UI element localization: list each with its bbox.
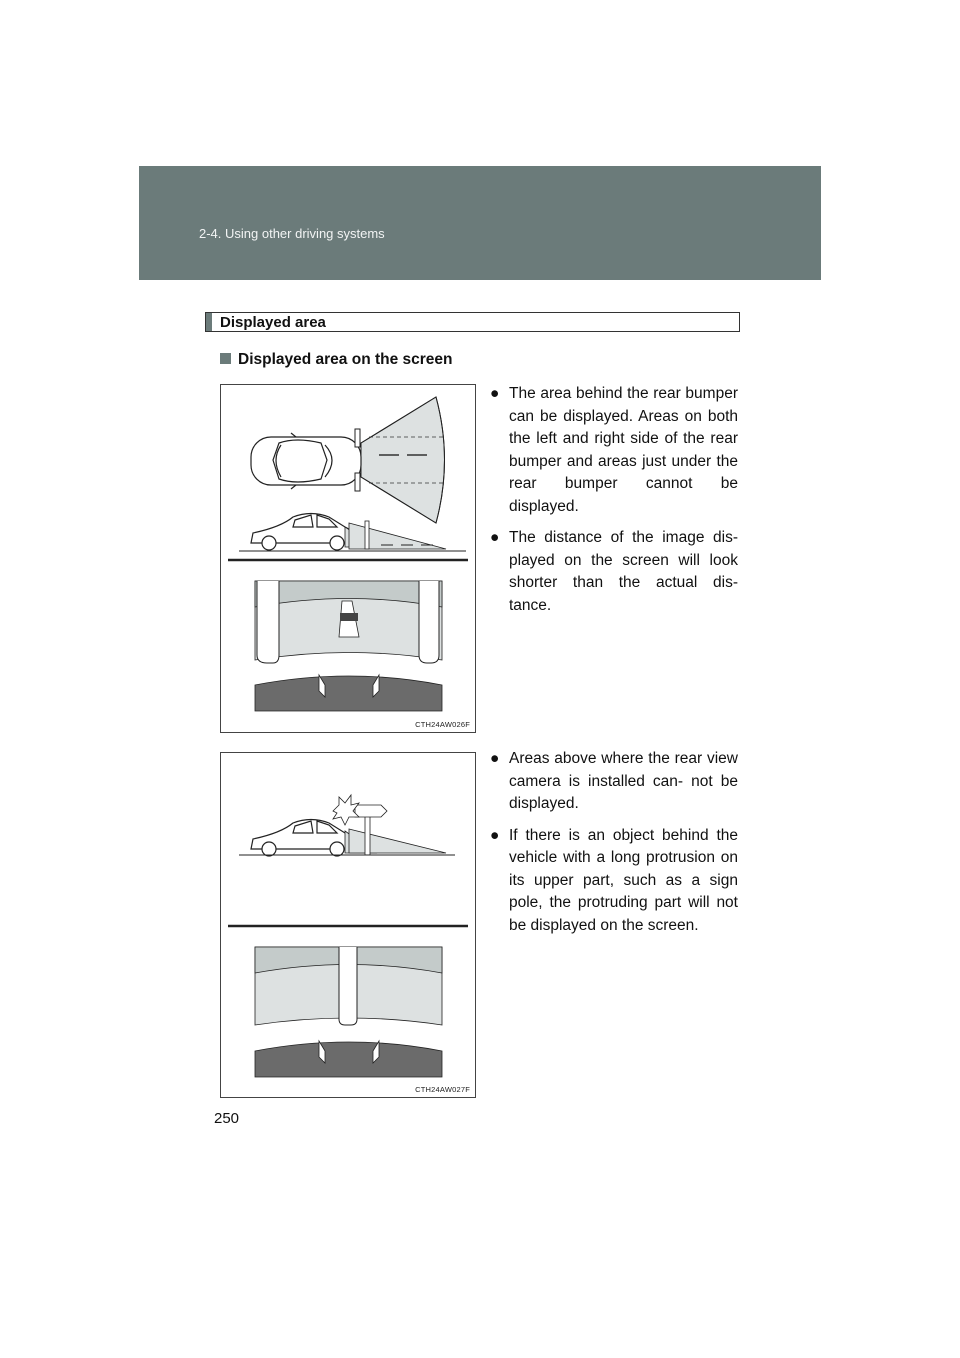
figure-1-illustration [221, 385, 475, 732]
camera-screen-view-icon [255, 947, 442, 1077]
bullet-list-1 [490, 383, 738, 626]
bullet-text: The area behind the rear bumper can be displayed. Areas on both the left and right side of the rear bumper and areas just under the rear bumper cannot be displayed. [509, 385, 738, 515]
list-item [490, 383, 738, 518]
subheading [220, 351, 453, 369]
header-section-title: 2-4. Using other driving systems [199, 226, 385, 241]
bullet-text: If there is an object behind the vehicle with a long protrusion on its upper part, such as a sign pole, the protruding part will not be displayed on the screen. [509, 826, 738, 934]
bullet-icon: ● [490, 750, 500, 767]
list-item [490, 825, 738, 938]
subheading-text: Displayed area on the screen [238, 351, 453, 368]
bullet-icon: ● [490, 826, 500, 844]
figure-protrusion [220, 752, 476, 1098]
page-number: 250 [214, 1110, 240, 1127]
section-accent [206, 313, 212, 331]
header-band [139, 166, 821, 280]
bullet-text: The distance of the image dis- played on the screen will look shorter than the actual dis- tance. [509, 529, 738, 614]
bullet-icon: ● [490, 385, 500, 402]
list-item [490, 527, 738, 617]
bullet-icon: ● [490, 529, 500, 546]
bullet-list-2 [490, 748, 738, 946]
car-top-view-icon [251, 433, 361, 489]
car-side-view-icon [251, 820, 355, 857]
car-side-view-icon [251, 514, 355, 551]
section-title: Displayed area [220, 314, 326, 331]
square-bullet-icon [220, 353, 231, 364]
list-item [490, 748, 738, 816]
figure-displayed-area [220, 384, 476, 733]
figure-code: CTH24AW027F [415, 1085, 470, 1094]
bullet-text: Areas above where the rear view camera is installed can- not be displayed. [509, 750, 738, 812]
figure-2-illustration [221, 753, 475, 1097]
camera-screen-view-icon [255, 581, 442, 711]
section-title-bar [205, 312, 740, 332]
figure-code: CTH24AW026F [415, 720, 470, 729]
